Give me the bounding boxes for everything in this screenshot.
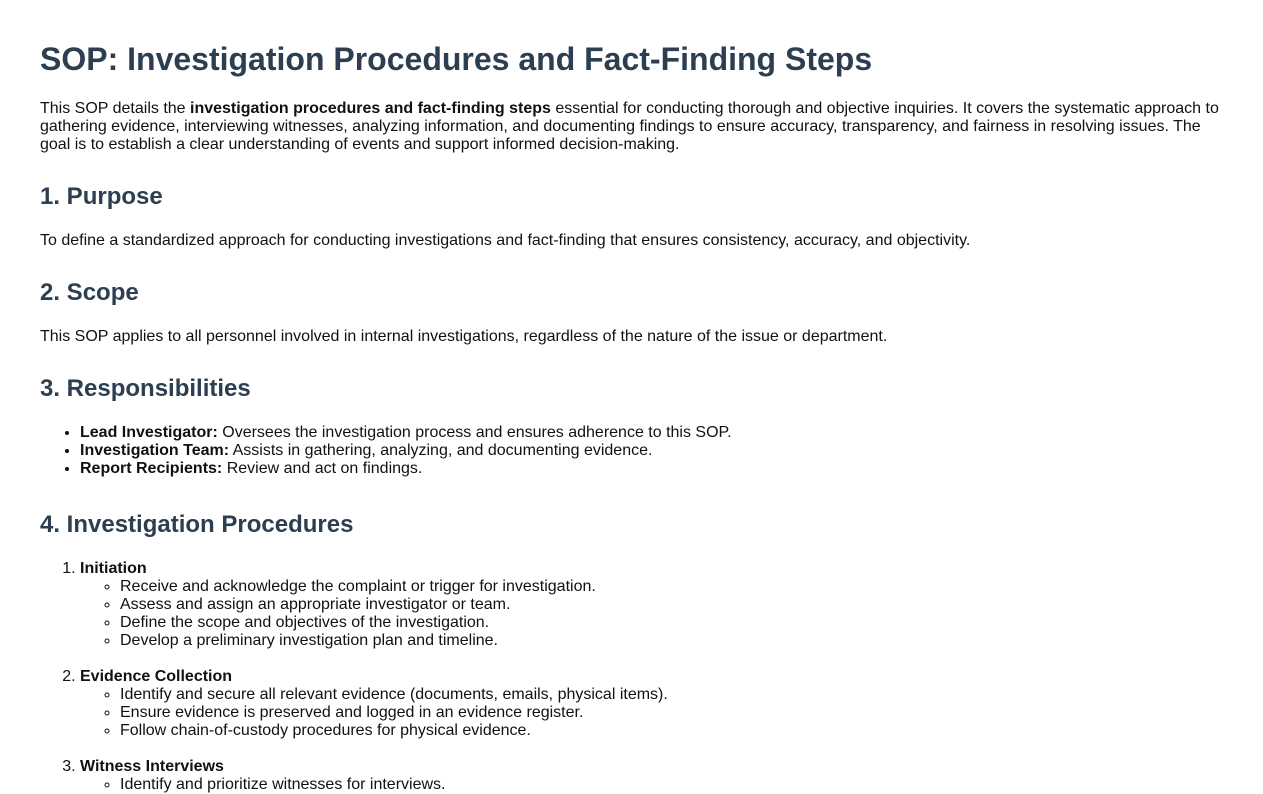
intro-text-before: This SOP details the — [40, 100, 190, 117]
step-title: Witness Interviews — [80, 758, 224, 775]
role-description: Review and act on findings. — [222, 460, 423, 477]
role-label: Lead Investigator: — [80, 424, 218, 441]
page-title: SOP: Investigation Procedures and Fact-Finding Steps — [40, 41, 873, 77]
procedure-step — [80, 668, 1223, 740]
list-item: ◦ Identify and prioritize witnesses for interviews. — [120, 776, 1223, 794]
role-description: Oversees the investigation process and ensures adherence to this SOP. — [217, 424, 732, 441]
responsibilities-heading: 3. Responsibilities — [40, 375, 251, 402]
list-item: ◦ Develop a preliminary investigation plan and timeline. — [120, 632, 1223, 650]
intro-paragraph — [40, 100, 1223, 154]
scope-heading: 2. Scope — [40, 279, 139, 306]
list-item: ◦ Identify and secure all relevant evidence (documents, emails, physical items). — [120, 686, 1223, 704]
responsibilities-list — [40, 424, 1223, 478]
list-item: ◦ Assess and assign an appropriate investigator or team. — [120, 596, 1223, 614]
role-label: Report Recipients: — [80, 460, 223, 477]
scope-text: This SOP applies to all personnel involved in internal investigations, regardless of the nature of the issue or department. — [40, 328, 888, 345]
intro-text-after: essential for conducting thorough and objective inquiries. It covers the systematic approach to gathering evidence, interviewing witnesses, analyzing information, and documenting findings to ensure accuracy, transparency, and fairness in resolving issues. The goal is to establish a clear understanding of events and support informed decision-making. — [40, 100, 1219, 153]
list-item — [80, 424, 1223, 442]
purpose-text: To define a standardized approach for conducting investigations and fact-finding that ensures consistency, accuracy, and objectivity. — [40, 232, 971, 249]
step-substeps — [80, 686, 1223, 740]
role-label: Investigation Team: — [80, 442, 230, 459]
procedure-step — [80, 758, 1223, 794]
step-substeps — [80, 776, 1223, 794]
list-item: ◦ Follow chain-of-custody procedures for physical evidence. — [120, 722, 1223, 740]
list-item: ◦ Ensure evidence is preserved and logged in an evidence register. — [120, 704, 1223, 722]
step-title: Initiation — [80, 560, 147, 577]
list-item: ◦ Receive and acknowledge the complaint or trigger for investigation. — [120, 578, 1223, 596]
list-item: ◦ Define the scope and objectives of the investigation. — [120, 614, 1223, 632]
purpose-heading: 1. Purpose — [40, 183, 163, 210]
procedure-step — [80, 560, 1223, 650]
list-item — [80, 442, 1223, 460]
intro-text-bold: investigation procedures and fact-finding steps — [190, 100, 551, 117]
role-description: Assists in gathering, analyzing, and documenting evidence. — [229, 442, 653, 459]
list-item — [80, 460, 1223, 478]
procedures-list — [40, 560, 1223, 794]
step-substeps — [80, 578, 1223, 650]
step-title: Evidence Collection — [80, 668, 233, 685]
procedures-heading: 4. Investigation Procedures — [40, 511, 354, 538]
